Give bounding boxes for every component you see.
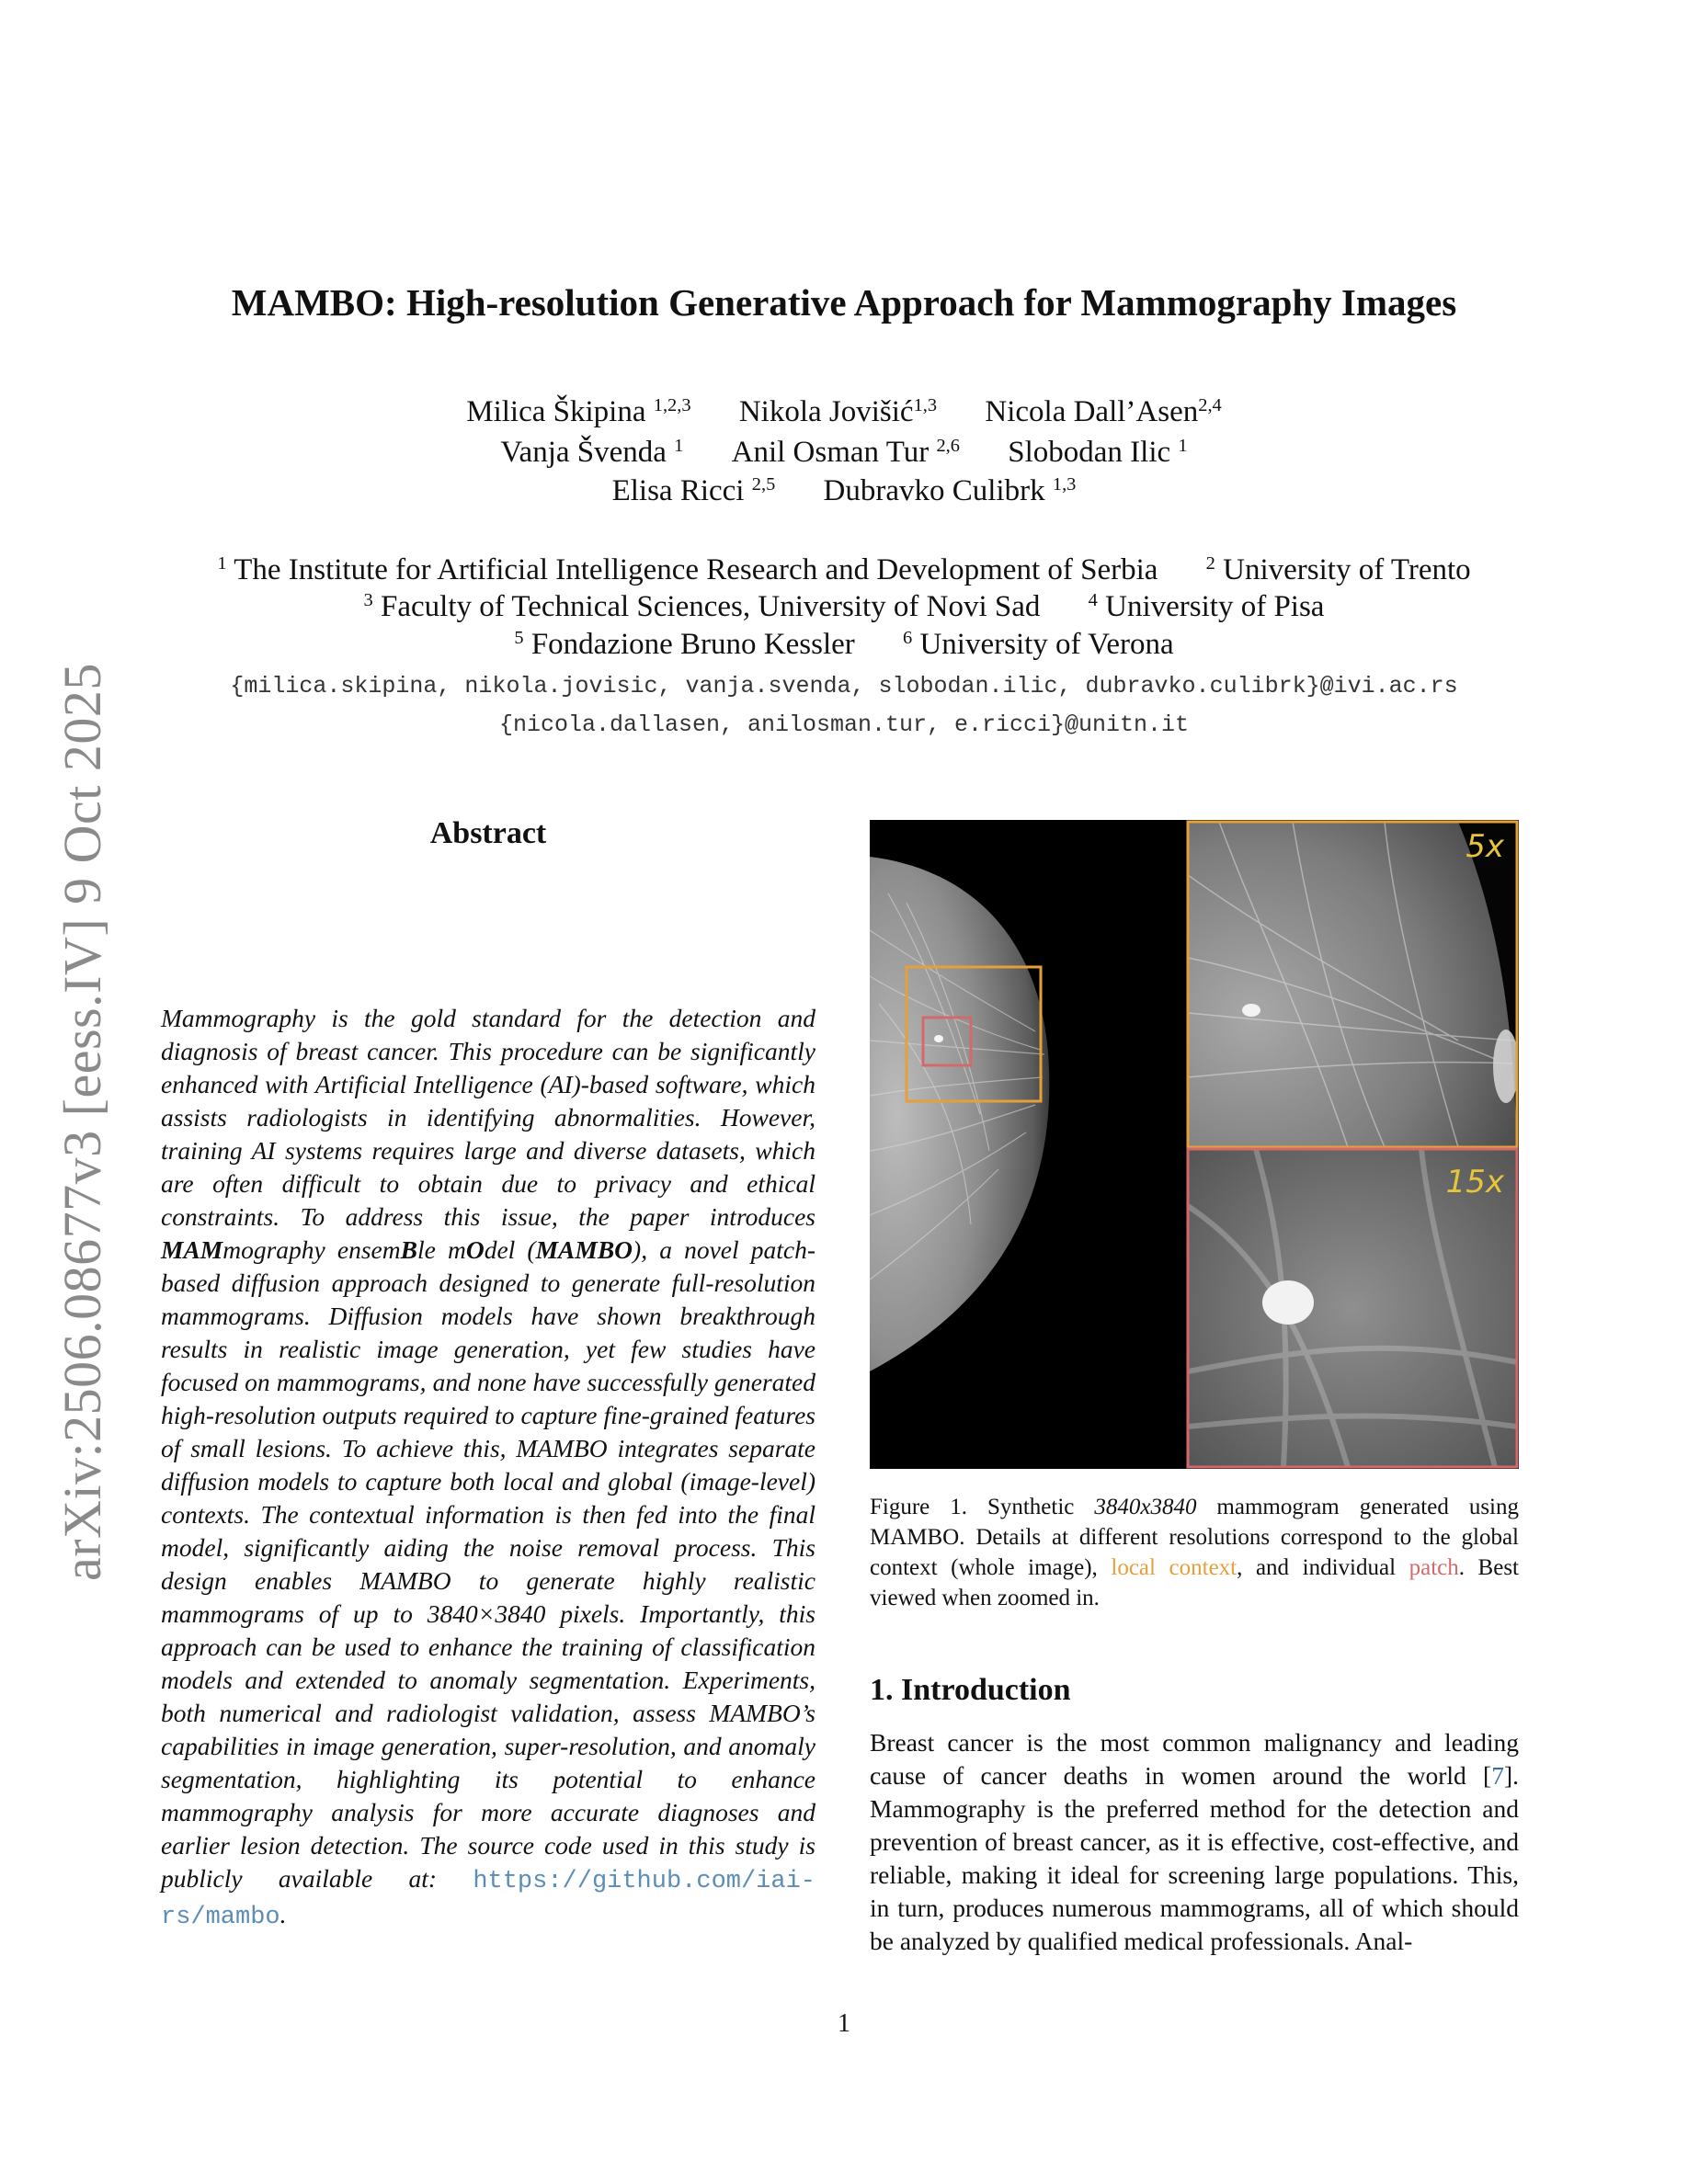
- author-row-3: [0, 472, 1688, 509]
- abstract-heading: Abstract: [429, 816, 547, 850]
- abstract-body: Mammography is the gold standard for the detection and diagnosis of breast cancer. This procedure can be significantly enhanced with Artificial Intelligence (AI)-based software, which assists radiologists in identifying abnormalities. However, training AI systems requires large and diverse datasets, which are often difficult to obtain due to privacy and ethical constraints. To address this issue, the paper introduces MAMmography ensemBle mOdel (MAMBO), a novel patch-based diffusion approach designed to generate full-resolution mammograms. Diffusion models have shown breakthrough results in realistic image generation, yet few studies have focused on mammograms, and none have successfully generated high-resolution outputs required to capture fine-grained features of small lesions. To achieve this, MAMBO integrates separate diffusion models to capture both local and global (image-level) contexts. The contextual information is then fed into the final model, significantly aiding the noise removal process. This design enables MAMBO to generate highly realistic mammograms of up to 3840×3840 pixels. Importantly, this approach can be used to enhance the training of classification models and extended to anomaly segmentation. Experiments, both numerical and radiologist validation, assess MAMBO’s capabilities in image generation, super-resolution, and anomaly segmentation, highlighting its potential to enhance mammography analysis for more accurate diagnoses and earlier lesion detection. The source code used in this study is publicly available at: https://github.com/iai-rs/mambo.: [161, 1004, 815, 1931]
- affiliation: $^2$ University of Trento: [1205, 552, 1471, 586]
- affiliation: $^1$ The Institute for Artificial Intelligence Research and Development of Serbia: [217, 552, 1158, 586]
- introduction-body: Breast cancer is the most common malignancy and leading cause of cancer deaths in women around the world [7]. Mammography is the preferred method for the detection and prevention of breast cancer, as it is effective, cost-effective, and reliable, making it ideal for screening large populations. This, in turn, produces numerous mammograms, all of which should be analyzed by qualified medical professionals. Anal-: [870, 1728, 1519, 1955]
- zoom-5x-panel: [1188, 822, 1519, 1147]
- citation-link[interactable]: 7: [1491, 1761, 1504, 1790]
- affiliation: $^4$ University of Pisa: [1088, 589, 1325, 623]
- author: Nicola Dall’Asen$^{2,4}$: [985, 394, 1222, 428]
- figure-mammogram: [870, 820, 1519, 1469]
- affiliation-row-1: [0, 552, 1688, 588]
- author: Anil Osman Tur $^{2,6}$: [731, 435, 960, 469]
- author-row-2: [0, 434, 1688, 471]
- local-context-label: local context: [1111, 1555, 1237, 1580]
- author: Nikola Jovišić$^{1,3}$: [738, 394, 938, 428]
- patch-label: patch: [1409, 1555, 1459, 1580]
- zoom-5x-label: 5x: [1466, 828, 1504, 865]
- author: Dubravko Culibrk $^{1,3}$: [823, 473, 1077, 507]
- author-row-1: [0, 393, 1688, 430]
- author: Milica Škipina $^{1,2,3}$: [466, 394, 691, 428]
- email-line-2: {nicola.dallasen, anilosman.tur, e.ricci}@unitn.it: [498, 711, 1190, 738]
- code-repo-link[interactable]: https://github.com/iai-rs/mambo: [161, 1868, 815, 1931]
- author: Vanja Švenda $^1$: [500, 435, 684, 469]
- mammogram-figure-svg: [870, 820, 1519, 1469]
- affiliation: $^6$ University of Verona: [903, 627, 1174, 661]
- affiliation-row-3: [0, 626, 1688, 663]
- lesion-mark: [934, 1035, 943, 1042]
- paper-title: MAMBO: High-resolution Generative Approach for Mammography Images: [231, 281, 1457, 324]
- page-number: 1: [838, 2009, 850, 2038]
- lesion-closeup: [1262, 1280, 1314, 1325]
- zoom-15x-label: 15x: [1445, 1164, 1504, 1200]
- arxiv-stamp: arXiv:2506.08677v3 [eess.IV] 9 Oct 2025: [52, 663, 112, 1581]
- email-line-1: {milica.skipina, nikola.jovisic, vanja.svenda, slobodan.ilic, dubravko.culibrk}@ivi.ac.rs: [230, 673, 1458, 700]
- full-mammogram: [870, 857, 1049, 1371]
- figure-caption: Figure 1. Synthetic 3840x3840 mammogram generated using MAMBO. Details at different resolutions correspond to the global context (whole image), local context, and individual patch. Best viewed when zoomed in.: [870, 1495, 1520, 1610]
- author: Elisa Ricci $^{2,5}$: [611, 473, 776, 507]
- affiliation-row-2: [0, 588, 1688, 625]
- affiliation: $^3$ Faculty of Technical Sciences, University of Novi Sad: [363, 589, 1041, 623]
- author: Slobodan Ilic $^1$: [1008, 435, 1188, 469]
- section-heading-introduction: 1. Introduction: [870, 1673, 1071, 1707]
- affiliation: $^5$ Fondazione Bruno Kessler: [514, 627, 855, 661]
- breast-tissue: [870, 857, 1049, 1371]
